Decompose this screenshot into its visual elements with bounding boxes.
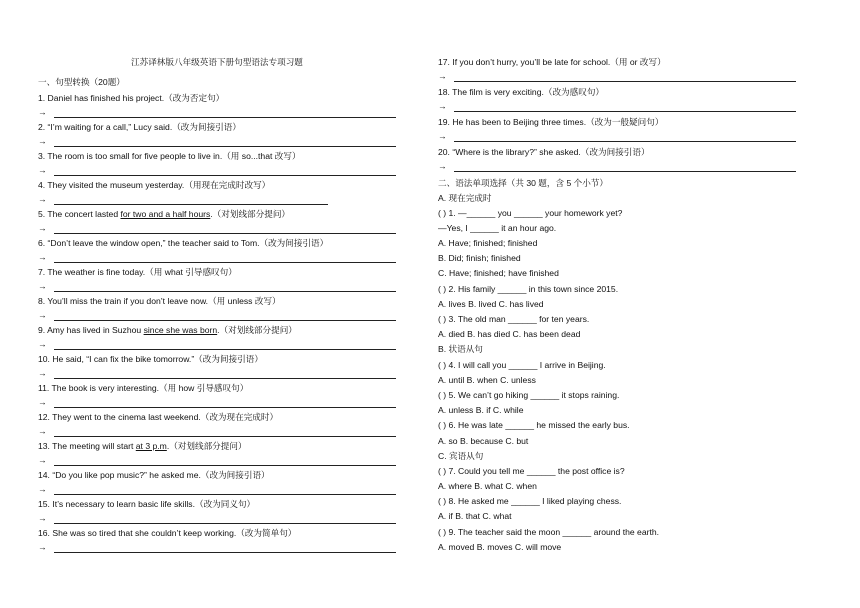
mc-options-9[interactable]: A. moved B. moves C. will move — [438, 542, 562, 552]
mc-question-9: ( ) 9. The teacher said the moon ______ around the earth. — [438, 527, 660, 537]
mc-question-1: ( ) 1. —______ you ______ your homework yet? — [438, 208, 623, 218]
mc-question-4: ( ) 4. I will call you ______ I arrive in Beijing. — [438, 360, 606, 370]
question-2: 2. “I’m waiting for a call,” Lucy said.（改为间接引语） — [38, 122, 241, 132]
mc-options-6[interactable]: A. so B. because C. but — [438, 436, 529, 446]
arrow-9: → — [38, 339, 47, 349]
arrow-15: → — [38, 513, 47, 523]
question-6: 6. “Don’t leave the window open,” the teacher said to Tom.（改为间接引语） — [38, 238, 329, 248]
answer-line-12[interactable] — [54, 436, 396, 437]
mc-option[interactable]: B. Did; finish; finished — [438, 253, 521, 263]
arrow-3: → — [38, 165, 47, 175]
answer-line-5[interactable] — [54, 233, 396, 234]
question-12: 12. They went to the cinema last weekend.（改为现在完成时） — [38, 412, 279, 422]
arrow-14: → — [38, 484, 47, 494]
answer-line-1[interactable] — [54, 117, 396, 118]
question-3: 3. The room is too small for five people to live in.（用 so...that 改写） — [38, 151, 301, 161]
answer-line-2[interactable] — [54, 146, 396, 147]
arrow-16: → — [38, 542, 47, 552]
arrow-12: → — [38, 426, 47, 436]
question-1: 1. Daniel has finished his project.（改为否定句） — [38, 93, 225, 103]
question-19: 19. He has been to Beijing three times.（改为一般疑问句） — [438, 117, 664, 127]
answer-line-14[interactable] — [54, 494, 396, 495]
question-7: 7. The weather is fine today.（用 what 引导感叹句） — [38, 267, 237, 277]
section1-heading: 一、句型转换（20题） — [38, 77, 125, 87]
answer-line-4[interactable] — [54, 204, 328, 205]
underlined-phrase: at 3 p.m — [135, 441, 167, 451]
arrow-20: → — [438, 161, 447, 171]
subsection-a: A. 现在完成时 — [438, 193, 492, 203]
question-20: 20. “Where is the library?” she asked.（改为间接引语） — [438, 147, 650, 157]
question-11: 11. The book is very interesting.（用 how 引导感叹句） — [38, 383, 249, 393]
answer-line-13[interactable] — [54, 465, 396, 466]
arrow-19: → — [438, 131, 447, 141]
answer-line-9[interactable] — [54, 349, 396, 350]
mc-options-8[interactable]: A. if B. that C. what — [438, 511, 512, 521]
mc-question-2: ( ) 2. His family ______ in this town since 2015. — [438, 284, 619, 294]
answer-line-18[interactable] — [454, 111, 796, 112]
mc-question-1-reply: —Yes, I ______ it an hour ago. — [438, 223, 557, 233]
question-17: 17. If you don’t hurry, you’ll be late for school.（用 or 改写） — [438, 57, 666, 67]
mc-options-4[interactable]: A. until B. when C. unless — [438, 375, 536, 385]
arrow-5: → — [38, 223, 47, 233]
answer-line-20[interactable] — [454, 171, 796, 172]
underlined-phrase: since she was born — [143, 325, 218, 335]
question-5: 5. The concert lasted for two and a half hours.（对划线部分提问） — [38, 209, 291, 219]
arrow-13: → — [38, 455, 47, 465]
question-10: 10. He said, “I can fix the bike tomorrow.”（改为间接引语） — [38, 354, 263, 364]
subsection-c: C. 宾语从句 — [438, 451, 484, 461]
mc-option[interactable]: C. Have; finished; have finished — [438, 268, 559, 278]
answer-line-3[interactable] — [54, 175, 396, 176]
question-18: 18. The film is very exciting.（改为感叹句） — [438, 87, 605, 97]
underlined-phrase: for two and a half hours — [120, 209, 211, 219]
mc-options-2[interactable]: A. lives B. lived C. has lived — [438, 299, 544, 309]
mc-question-3: ( ) 3. The old man ______ for ten years. — [438, 314, 590, 324]
page-title: 江苏译林版八年级英语下册句型语法专项习题 — [131, 57, 303, 67]
answer-line-8[interactable] — [54, 320, 396, 321]
arrow-17: → — [438, 71, 447, 81]
arrow-18: → — [438, 101, 447, 111]
mc-option[interactable]: A. Have; finished; finished — [438, 238, 538, 248]
arrow-4: → — [38, 194, 47, 204]
answer-line-11[interactable] — [54, 407, 396, 408]
arrow-2: → — [38, 136, 47, 146]
subsection-b: B. 状语从句 — [438, 344, 483, 354]
arrow-7: → — [38, 281, 47, 291]
mc-options-3[interactable]: A. died B. has died C. has been dead — [438, 329, 581, 339]
question-4: 4. They visited the museum yesterday.（用现在完成时改写） — [38, 180, 271, 190]
question-14: 14. “Do you like pop music?” he asked me.（改为间接引语） — [38, 470, 270, 480]
answer-line-16[interactable] — [54, 552, 396, 553]
question-16: 16. She was so tired that she couldn’t keep working.（改为简单句） — [38, 528, 297, 538]
arrow-10: → — [38, 368, 47, 378]
mc-question-6: ( ) 6. He was late ______ he missed the early bus. — [438, 420, 630, 430]
question-13: 13. The meeting will start at 3 p.m.（对划线部分提问） — [38, 441, 247, 451]
answer-line-6[interactable] — [54, 262, 396, 263]
arrow-11: → — [38, 397, 47, 407]
question-8: 8. You’ll miss the train if you don’t leave now.（用 unless 改写） — [38, 296, 281, 306]
section2-heading: 二、语法单项选择（共 30 题，含 5 个小节） — [438, 178, 608, 188]
mc-options-7[interactable]: A. where B. what C. when — [438, 481, 537, 491]
answer-line-10[interactable] — [54, 378, 396, 379]
answer-line-19[interactable] — [454, 141, 796, 142]
mc-question-7: ( ) 7. Could you tell me ______ the post office is? — [438, 466, 625, 476]
arrow-1: → — [38, 107, 47, 117]
mc-question-8: ( ) 8. He asked me ______ I liked playing chess. — [438, 496, 622, 506]
answer-line-7[interactable] — [54, 291, 396, 292]
question-15: 15. It’s necessary to learn basic life skills.（改为同义句） — [38, 499, 256, 509]
answer-line-15[interactable] — [54, 523, 396, 524]
answer-line-17[interactable] — [454, 81, 796, 82]
mc-options-5[interactable]: A. unless B. if C. while — [438, 405, 524, 415]
mc-question-5: ( ) 5. We can’t go hiking ______ it stops raining. — [438, 390, 620, 400]
arrow-8: → — [38, 310, 47, 320]
question-9: 9. Amy has lived in Suzhou since she was born.（对划线部分提问） — [38, 325, 297, 335]
arrow-6: → — [38, 252, 47, 262]
